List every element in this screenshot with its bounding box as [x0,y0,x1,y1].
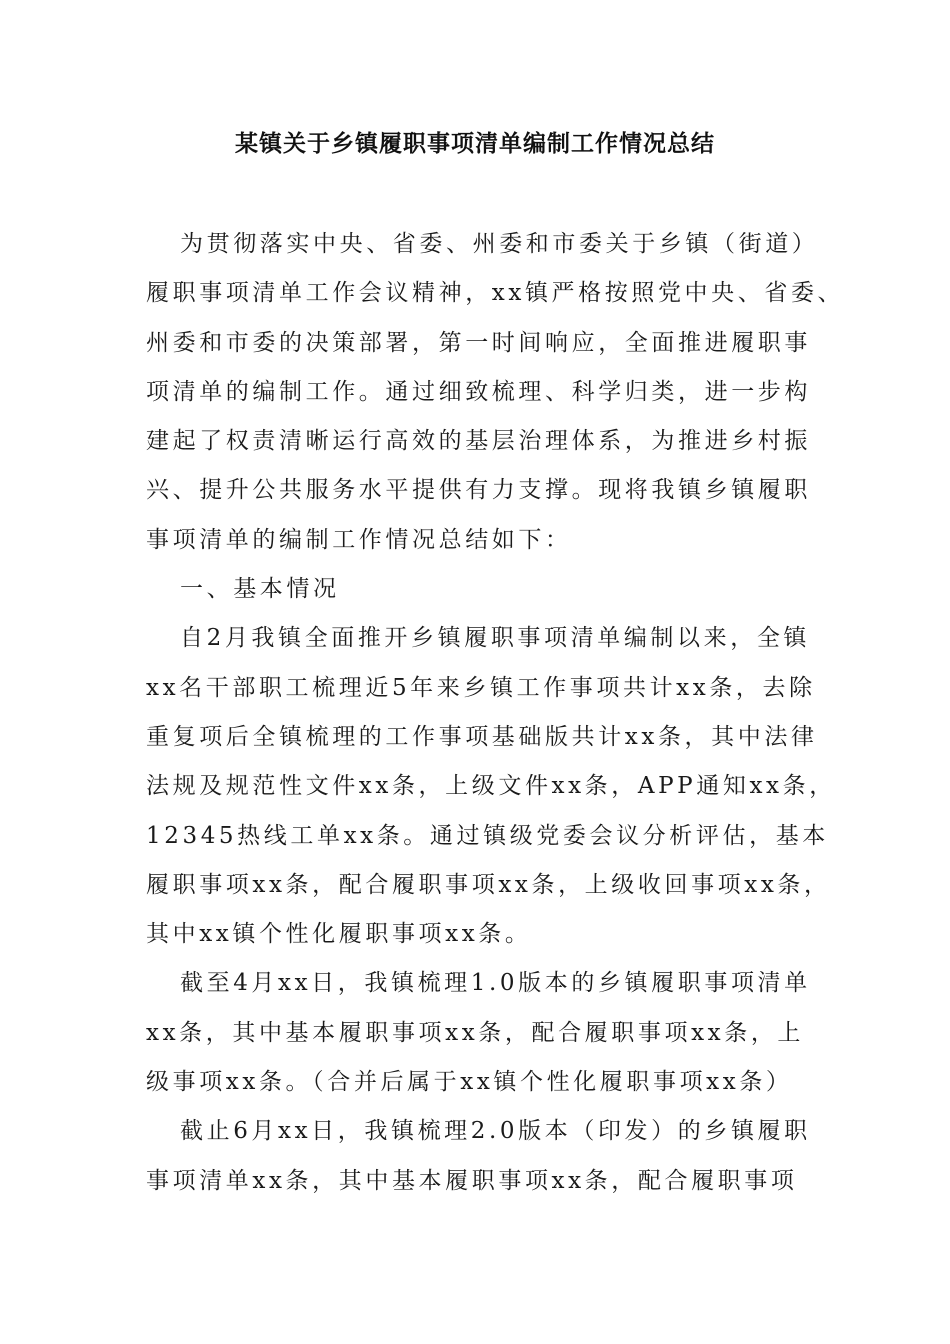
section-heading-basic-situation: 一、基本情况 [180,576,340,603]
paragraph-basic-line-5: 12345热线工单xx条。通过镇级党委会议分析评估，基本 [146,822,829,849]
paragraph-intro-line-6: 兴、提升公共服务水平提供有力支撑。现将我镇乡镇履职 [146,477,811,504]
paragraph-basic-line-4: 法规及规范性文件xx条，上级文件xx条，APP通知xx条， [146,773,836,800]
paragraph-intro-line-5: 建起了权责清晰运行高效的基层治理体系，为推进乡村振 [146,428,811,455]
document-body [146,220,846,1206]
paragraph-intro-line-1: 为贯彻落实中央、省委、州委和市委关于乡镇（街道） [180,231,819,257]
paragraph-april-line-3: 级事项xx条。（合并后属于xx镇个性化履职事项xx条） [146,1069,793,1096]
paragraph-april-line-1: 截至4月xx日，我镇梳理1.0版本的乡镇履职事项清单 [180,970,811,997]
document-title: 某镇关于乡镇履职事项清单编制工作情况总结 [235,131,715,157]
paragraph-june-line-1: 截止6月xx日，我镇梳理2.0版本（印发）的乡镇履职 [180,1118,811,1145]
paragraph-april-line-2: xx条，其中基本履职事项xx条，配合履职事项xx条，上 [146,1019,805,1046]
paragraph-basic-line-1: 自2月我镇全面推开乡镇履职事项清单编制以来，全镇 [180,625,811,652]
paragraph-basic-line-6: 履职事项xx条，配合履职事项xx条，上级收回事项xx条， [146,871,831,898]
paragraph-basic-line-7: 其中xx镇个性化履职事项xx条。 [146,921,532,948]
paragraph-basic-line-2: xx名干部职工梳理近5年来乡镇工作事项共计xx条，去除 [146,674,816,701]
paragraph-intro-line-7: 事项清单的编制工作情况总结如下： [146,526,572,553]
paragraph-intro-line-3: 州委和市委的决策部署，第一时间响应，全面推进履职事 [146,329,811,356]
paragraph-basic-line-3: 重复项后全镇梳理的工作事项基础版共计xx条，其中法律 [146,723,818,750]
paragraph-intro-line-2: 履职事项清单工作会议精神，xx镇严格按照党中央、省委、 [146,280,845,307]
paragraph-june-line-2: 事项清单xx条，其中基本履职事项xx条，配合履职事项 [146,1167,798,1194]
paragraph-intro-line-4: 项清单的编制工作。通过细致梳理、科学归类，进一步构 [146,378,811,405]
